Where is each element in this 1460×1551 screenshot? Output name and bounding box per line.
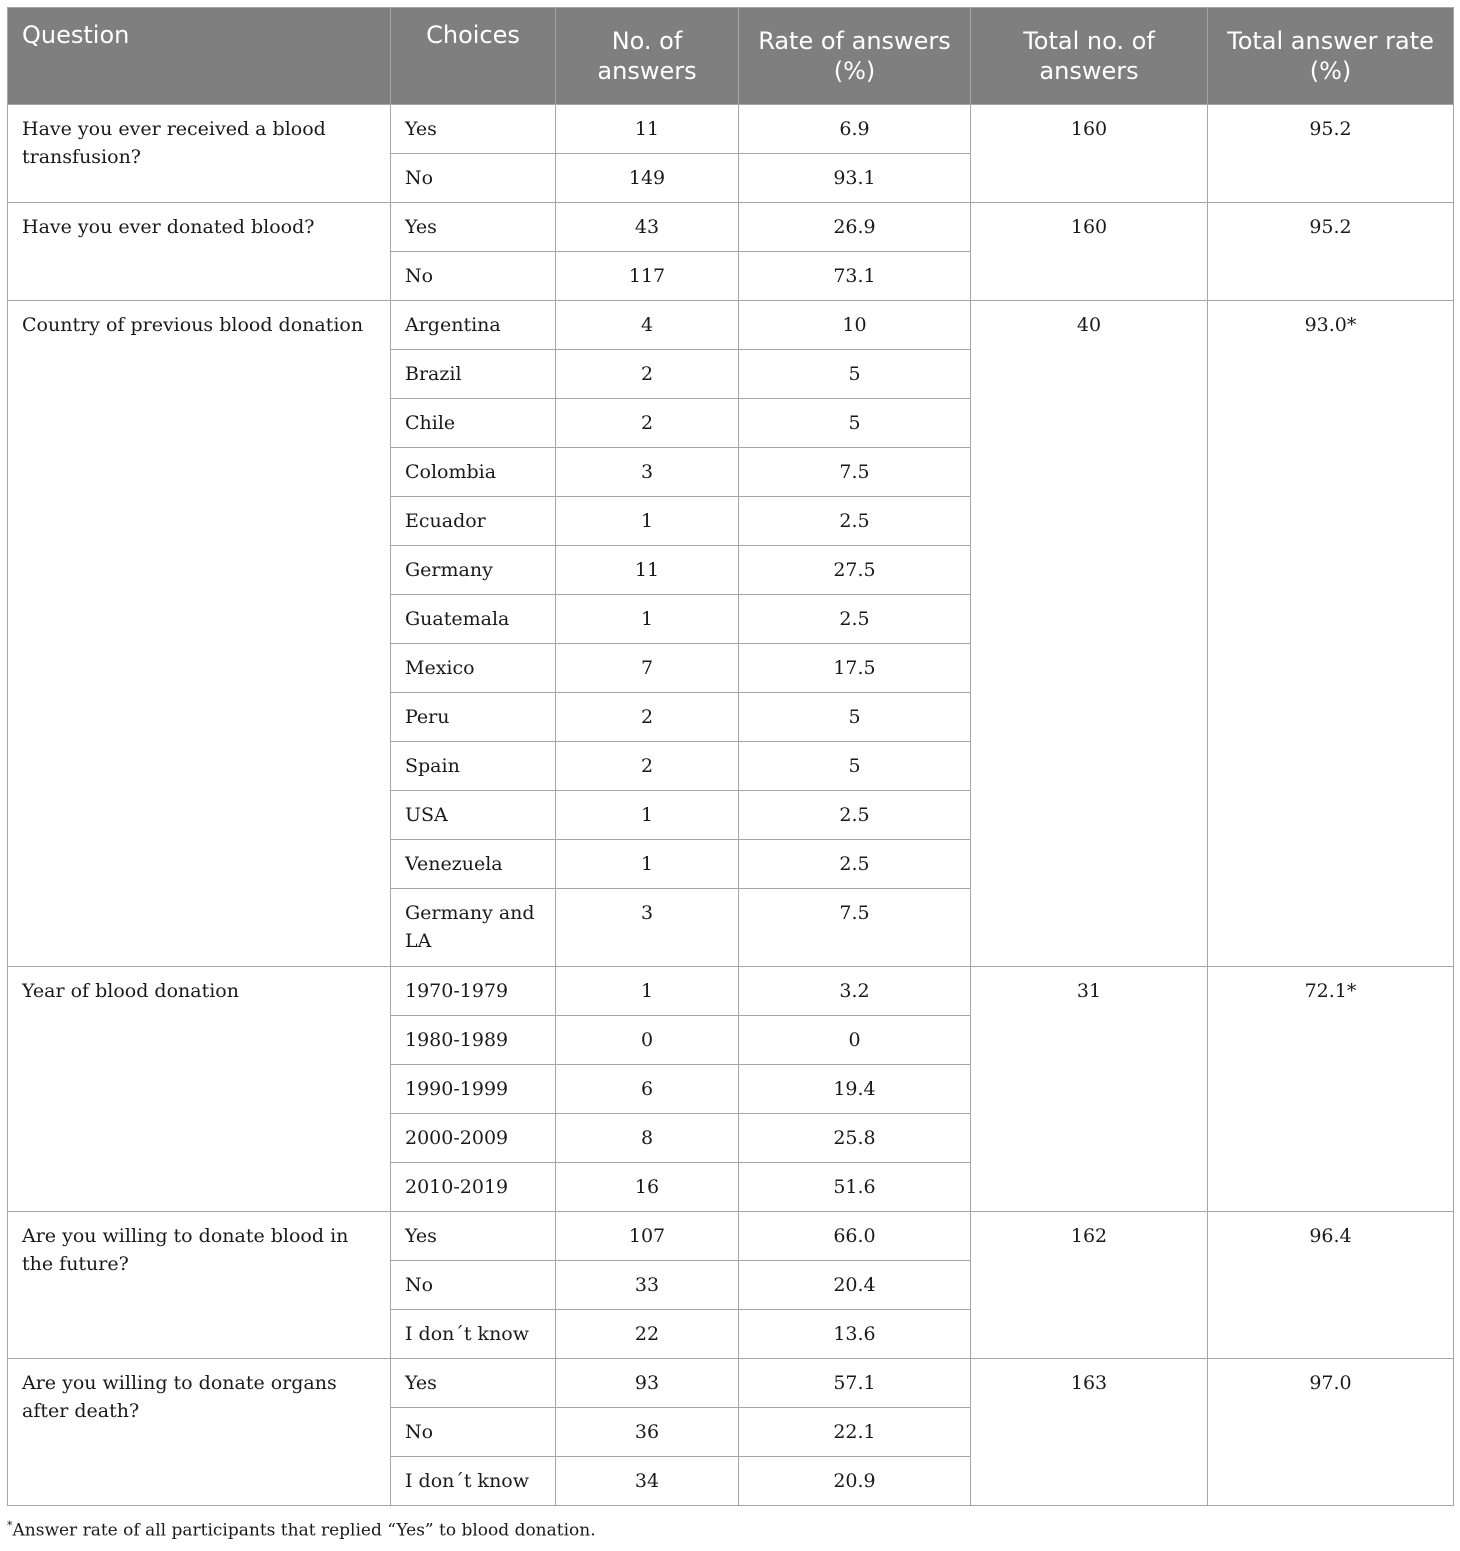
header-choices: Choices	[391, 8, 556, 105]
survey-results-table	[7, 7, 1454, 1506]
num-answers-cell: 1	[556, 840, 739, 889]
rate-answers-cell: 20.9	[739, 1457, 971, 1506]
rate-answers-cell: 19.4	[739, 1065, 971, 1114]
choice-cell: Yes	[391, 1359, 556, 1408]
num-answers-cell: 4	[556, 301, 739, 350]
choice-cell: Yes	[391, 1212, 556, 1261]
num-answers-cell: 7	[556, 644, 739, 693]
choice-cell: Venezuela	[391, 840, 556, 889]
num-answers-cell: 93	[556, 1359, 739, 1408]
question-cell: Country of previous blood donation	[8, 301, 391, 967]
choice-cell: Yes	[391, 203, 556, 252]
num-answers-cell: 22	[556, 1310, 739, 1359]
choice-cell: No	[391, 1408, 556, 1457]
num-answers-cell: 8	[556, 1114, 739, 1163]
rate-answers-cell: 5	[739, 350, 971, 399]
rate-answers-cell: 17.5	[739, 644, 971, 693]
total-rate-cell: 96.4	[1208, 1212, 1454, 1359]
total-rate-cell: 72.1*	[1208, 967, 1454, 1212]
rate-answers-cell: 6.9	[739, 105, 971, 154]
num-answers-cell: 1	[556, 497, 739, 546]
rate-answers-cell: 10	[739, 301, 971, 350]
num-answers-cell: 16	[556, 1163, 739, 1212]
header-rate-answers: Rate of answers (%)	[739, 8, 971, 105]
question-cell: Year of blood donation	[8, 967, 391, 1212]
footnote-marker: *	[7, 1519, 13, 1532]
choice-cell: 2010-2019	[391, 1163, 556, 1212]
total-rate-cell: 95.2	[1208, 203, 1454, 301]
choice-cell: Yes	[391, 105, 556, 154]
survey-table-container	[7, 7, 1453, 1506]
table-row	[8, 301, 1454, 350]
question-cell: Have you ever donated blood?	[8, 203, 391, 301]
total-answers-cell: 160	[971, 203, 1208, 301]
choice-cell: I don´t know	[391, 1310, 556, 1359]
total-rate-cell: 95.2	[1208, 105, 1454, 203]
header-total-rate: Total answer rate (%)	[1208, 8, 1454, 105]
num-answers-cell: 1	[556, 967, 739, 1016]
num-answers-cell: 1	[556, 791, 739, 840]
total-answers-cell: 31	[971, 967, 1208, 1212]
num-answers-cell: 2	[556, 399, 739, 448]
choice-cell: No	[391, 154, 556, 203]
rate-answers-cell: 2.5	[739, 791, 971, 840]
rate-answers-cell: 57.1	[739, 1359, 971, 1408]
rate-answers-cell: 26.9	[739, 203, 971, 252]
choice-cell: Chile	[391, 399, 556, 448]
rate-answers-cell: 7.5	[739, 889, 971, 967]
footnote	[7, 1519, 596, 1541]
question-cell: Have you ever received a blood transfusion?	[8, 105, 391, 203]
question-cell: Are you willing to donate organs after death?	[8, 1359, 391, 1506]
total-rate-cell: 97.0	[1208, 1359, 1454, 1506]
rate-answers-cell: 22.1	[739, 1408, 971, 1457]
num-answers-cell: 11	[556, 105, 739, 154]
choice-cell: Germany	[391, 546, 556, 595]
num-answers-cell: 3	[556, 448, 739, 497]
choice-cell: Guatemala	[391, 595, 556, 644]
num-answers-cell: 149	[556, 154, 739, 203]
num-answers-cell: 34	[556, 1457, 739, 1506]
rate-answers-cell: 93.1	[739, 154, 971, 203]
rate-answers-cell: 2.5	[739, 595, 971, 644]
table-row	[8, 967, 1454, 1016]
choice-cell: Spain	[391, 742, 556, 791]
rate-answers-cell: 0	[739, 1016, 971, 1065]
total-answers-cell: 163	[971, 1359, 1208, 1506]
rate-answers-cell: 5	[739, 399, 971, 448]
footnote-text: Answer rate of all participants that replied “Yes” to blood donation.	[12, 1520, 596, 1541]
num-answers-cell: 1	[556, 595, 739, 644]
num-answers-cell: 33	[556, 1261, 739, 1310]
num-answers-cell: 2	[556, 693, 739, 742]
choice-cell: No	[391, 252, 556, 301]
table-body	[8, 105, 1454, 1506]
header-row	[8, 8, 1454, 105]
choice-cell: 1980-1989	[391, 1016, 556, 1065]
rate-answers-cell: 51.6	[739, 1163, 971, 1212]
num-answers-cell: 2	[556, 350, 739, 399]
choice-cell: Mexico	[391, 644, 556, 693]
num-answers-cell: 6	[556, 1065, 739, 1114]
header-question: Question	[8, 8, 391, 105]
total-answers-cell: 40	[971, 301, 1208, 967]
num-answers-cell: 3	[556, 889, 739, 967]
header-num-answers: No. of answers	[556, 8, 739, 105]
table-row	[8, 1359, 1454, 1408]
rate-answers-cell: 7.5	[739, 448, 971, 497]
table-row	[8, 203, 1454, 252]
rate-answers-cell: 27.5	[739, 546, 971, 595]
rate-answers-cell: 73.1	[739, 252, 971, 301]
choice-cell: Brazil	[391, 350, 556, 399]
choice-cell: No	[391, 1261, 556, 1310]
choice-cell: I don´t know	[391, 1457, 556, 1506]
rate-answers-cell: 20.4	[739, 1261, 971, 1310]
table-row	[8, 1212, 1454, 1261]
choice-cell: Colombia	[391, 448, 556, 497]
question-cell: Are you willing to donate blood in the future?	[8, 1212, 391, 1359]
choice-cell: Germany and LA	[391, 889, 556, 967]
rate-answers-cell: 5	[739, 693, 971, 742]
rate-answers-cell: 25.8	[739, 1114, 971, 1163]
num-answers-cell: 43	[556, 203, 739, 252]
table-row	[8, 105, 1454, 154]
rate-answers-cell: 2.5	[739, 840, 971, 889]
rate-answers-cell: 2.5	[739, 497, 971, 546]
num-answers-cell: 36	[556, 1408, 739, 1457]
num-answers-cell: 117	[556, 252, 739, 301]
rate-answers-cell: 13.6	[739, 1310, 971, 1359]
header-total-answers: Total no. of answers	[971, 8, 1208, 105]
total-answers-cell: 162	[971, 1212, 1208, 1359]
choice-cell: 1970-1979	[391, 967, 556, 1016]
num-answers-cell: 0	[556, 1016, 739, 1065]
num-answers-cell: 2	[556, 742, 739, 791]
num-answers-cell: 11	[556, 546, 739, 595]
table-header	[8, 8, 1454, 105]
choice-cell: 1990-1999	[391, 1065, 556, 1114]
choice-cell: Argentina	[391, 301, 556, 350]
rate-answers-cell: 5	[739, 742, 971, 791]
choice-cell: Ecuador	[391, 497, 556, 546]
num-answers-cell: 107	[556, 1212, 739, 1261]
rate-answers-cell: 3.2	[739, 967, 971, 1016]
choice-cell: Peru	[391, 693, 556, 742]
choice-cell: USA	[391, 791, 556, 840]
total-rate-cell: 93.0*	[1208, 301, 1454, 967]
rate-answers-cell: 66.0	[739, 1212, 971, 1261]
choice-cell: 2000-2009	[391, 1114, 556, 1163]
total-answers-cell: 160	[971, 105, 1208, 203]
